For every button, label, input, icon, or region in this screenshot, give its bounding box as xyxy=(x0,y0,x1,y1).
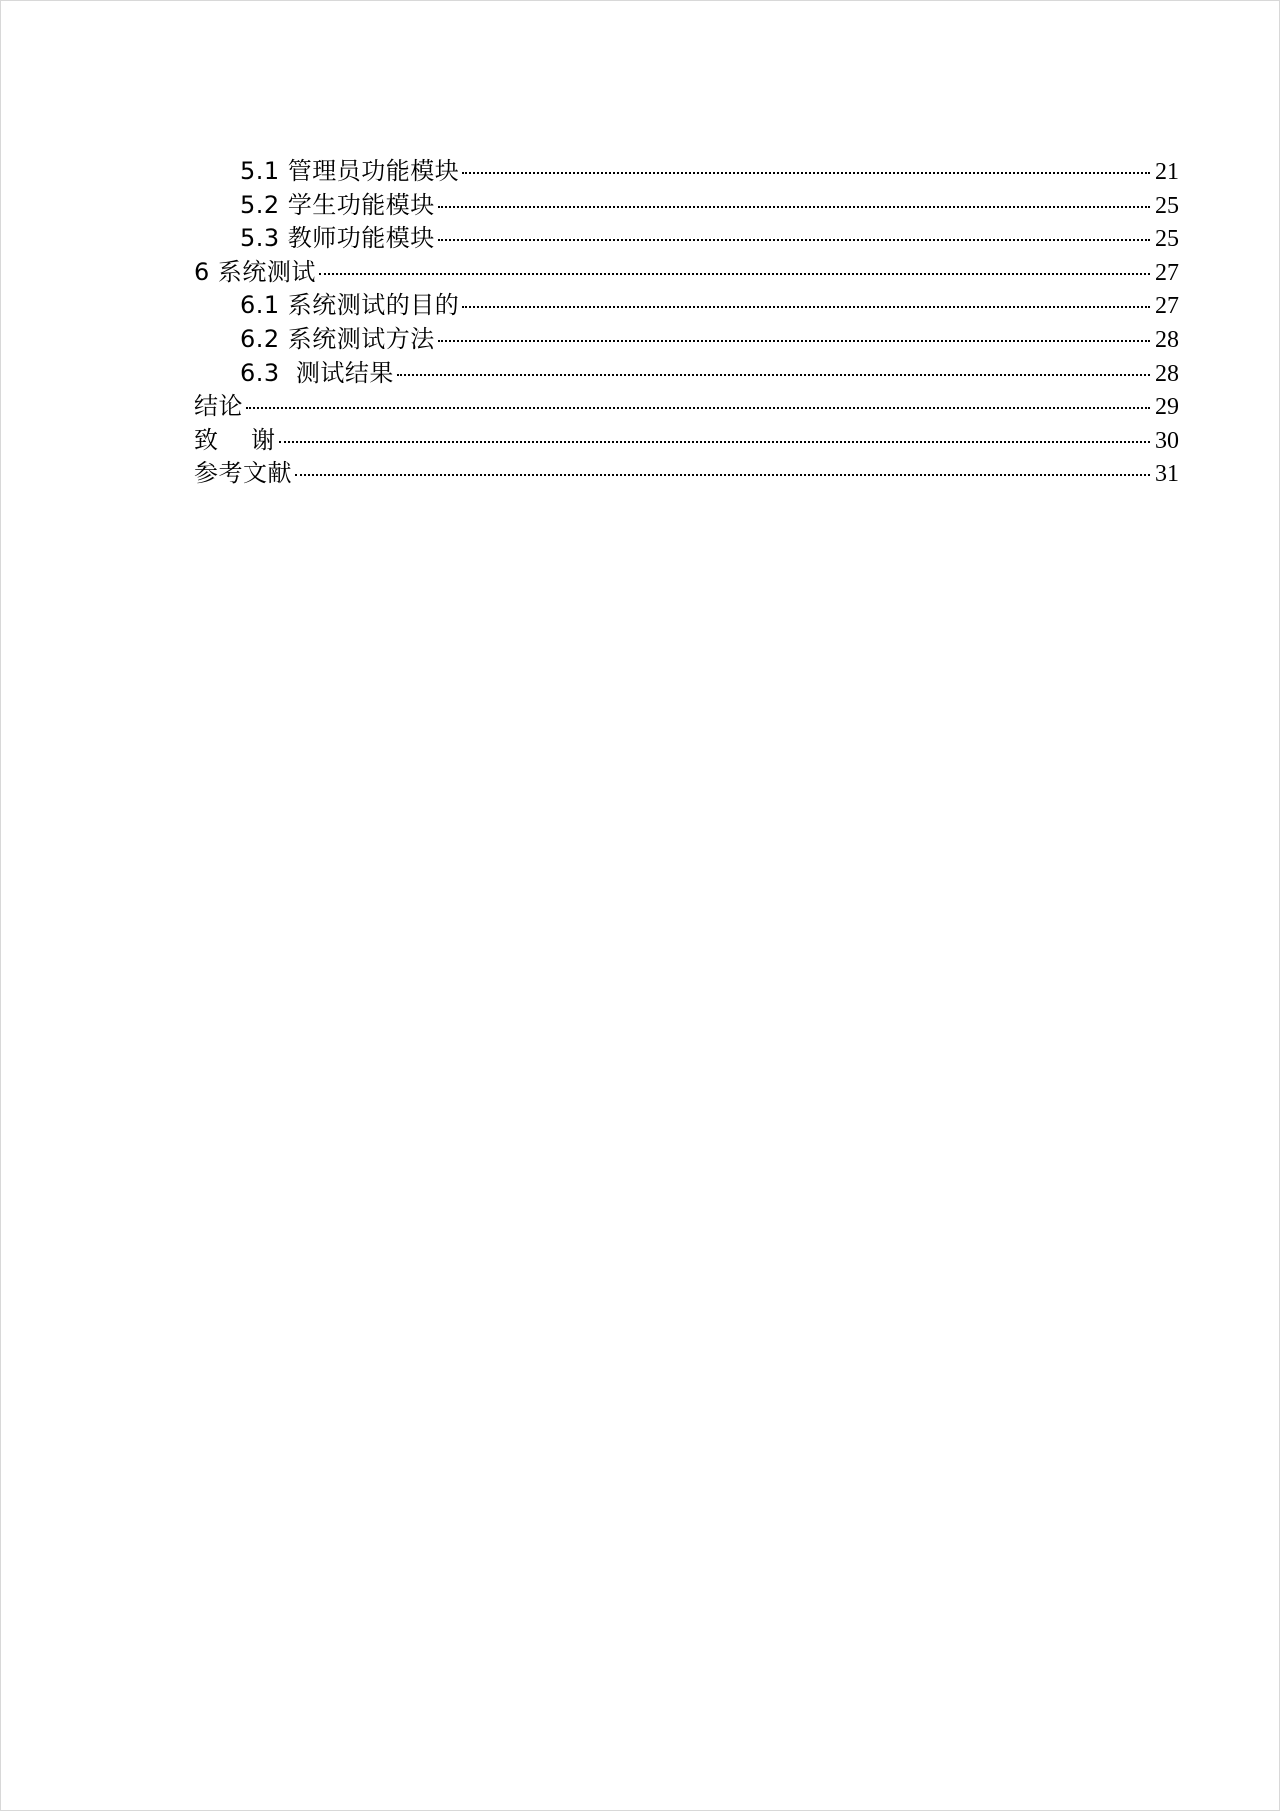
toc-entry-label: 6.1 系统测试的目的 xyxy=(240,291,460,320)
toc-dot-leader xyxy=(438,340,1150,342)
toc-entry-label: 5.3 教师功能模块 xyxy=(240,224,435,253)
toc-dot-leader xyxy=(397,374,1150,376)
toc-entry-label: 5.1 管理员功能模块 xyxy=(240,157,460,185)
toc-page-number: 28 xyxy=(1155,326,1179,353)
toc-entry-label: 6.3 测试结果 xyxy=(240,358,394,387)
toc-page-number: 28 xyxy=(1155,360,1179,387)
toc-page-number: 30 xyxy=(1155,427,1179,454)
toc-dot-leader xyxy=(438,239,1150,241)
table-of-contents xyxy=(194,155,1179,491)
toc-dot-leader xyxy=(462,306,1150,308)
toc-entry-5-3 xyxy=(194,222,1179,256)
toc-entry-acknowledgements xyxy=(194,424,1179,458)
toc-page-number: 29 xyxy=(1155,394,1179,421)
toc-dot-leader xyxy=(246,407,1150,409)
toc-page-number: 27 xyxy=(1155,259,1179,286)
toc-entry-6-3 xyxy=(194,357,1179,391)
toc-entry-6-2 xyxy=(194,323,1179,357)
toc-entry-6 xyxy=(194,256,1179,290)
toc-page-number: 31 xyxy=(1155,461,1179,488)
toc-entry-label: 5.2 学生功能模块 xyxy=(240,190,435,219)
toc-dot-leader xyxy=(279,441,1150,443)
toc-entry-label: 结论 xyxy=(194,392,243,421)
toc-entry-references xyxy=(194,457,1179,491)
toc-dot-leader xyxy=(295,474,1150,476)
toc-page-number: 25 xyxy=(1155,192,1179,219)
toc-entry-label: 6.2 系统测试方法 xyxy=(240,324,435,353)
toc-entry-5-1 xyxy=(194,155,1179,189)
toc-page-number: 25 xyxy=(1155,226,1179,253)
toc-entry-6-1 xyxy=(194,289,1179,323)
toc-page-number: 21 xyxy=(1155,159,1179,185)
toc-entry-conclusion xyxy=(194,390,1179,424)
toc-dot-leader xyxy=(438,206,1150,208)
toc-entry-label: 致 谢 xyxy=(194,425,276,454)
toc-page-number: 27 xyxy=(1155,293,1179,320)
toc-entry-label: 参考文献 xyxy=(194,459,292,488)
toc-entry-5-2 xyxy=(194,189,1179,223)
toc-entry-label: 6 系统测试 xyxy=(194,257,316,286)
toc-dot-leader xyxy=(319,273,1150,275)
toc-dot-leader xyxy=(462,172,1150,174)
